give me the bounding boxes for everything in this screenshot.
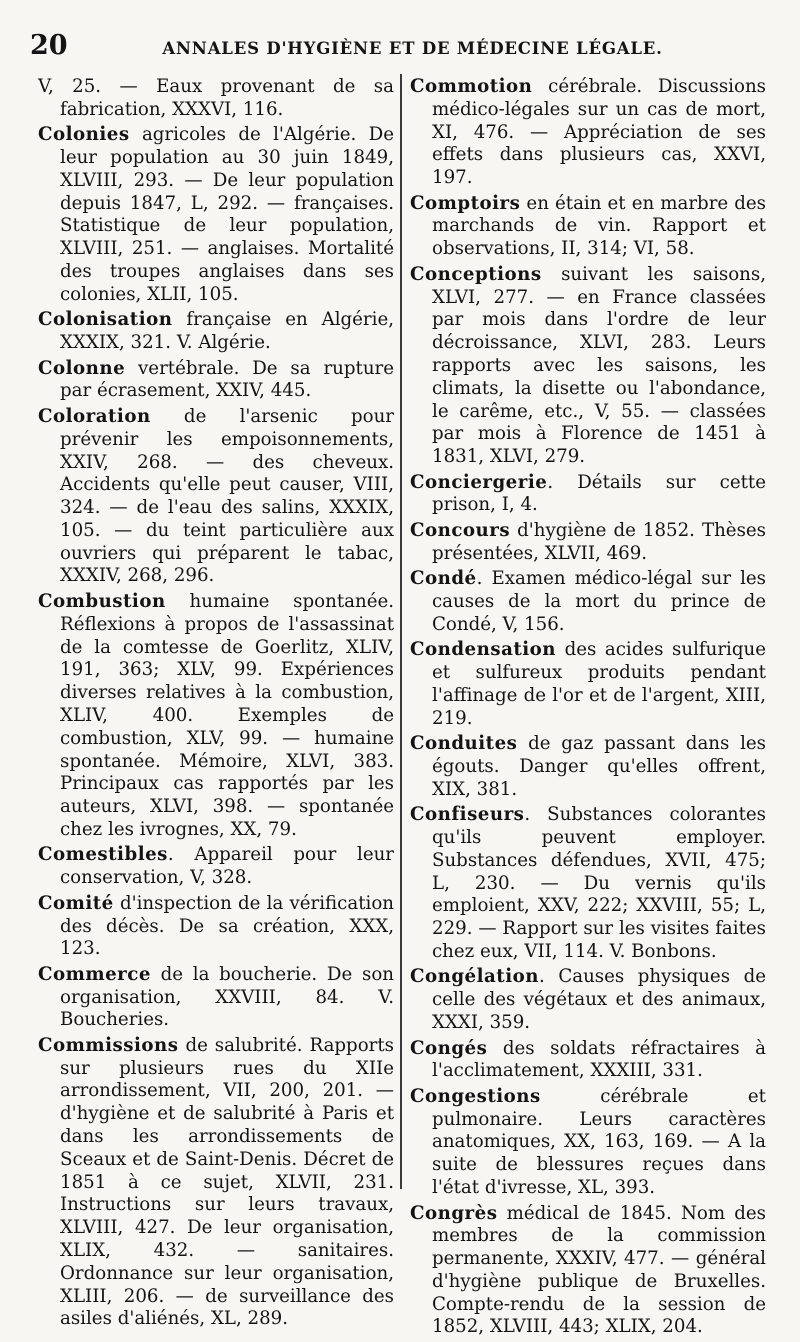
entry-text: . Appareil pour leur conservation, V, 328. — [60, 844, 394, 889]
entry-headword: Coloration — [38, 405, 151, 427]
entry-text: de l'arsenic pour prévenir les empoisonnements, XXIV, 268. — des cheveux. Accidents qu'elle peut causer, VIII, 324. — de l'eau des salins, XXXIX, 105. — du teint particulière aux ouvriers qui préparent le tabac, XXXIV, 268, 296. — [60, 405, 394, 587]
entry-headword: Colonisation — [38, 309, 173, 331]
index-entry — [38, 76, 394, 122]
entry-headword: Condensation — [410, 639, 557, 661]
entry-headword: Congélation — [410, 966, 539, 988]
entry-text: des acides sulfurique et sulfureux produits pendant l'affinage de l'or et de l'argent, XIII, 219. — [432, 639, 766, 729]
entry-headword: Comestibles — [38, 844, 168, 866]
entry-headword: Comité — [38, 892, 114, 914]
index-entry — [410, 76, 766, 190]
index-entry — [410, 733, 766, 801]
entry-headword: Condé — [410, 568, 477, 590]
entry-text: . Causes physiques de celle des végétaux et des animaux, XXXI, 359. — [432, 966, 766, 1034]
page-number: 20 — [30, 30, 68, 61]
entry-text: de salubrité. Rapports sur plusieurs rues du XIIe arrondissement, VII, 200, 201. — d'hygiène et de salubrité à Paris et dans les arrondissements de Sceaux et de Saint-Denis. Décret de 1851 à ce sujet, XLVII, 231. Instructions sur leurs travaux, XLVIII, 427. De leur organisation, XLIX, 432. — sanitaires. Ordonnance sur leur organisation, XLIII, 206. — de surveillance des asiles d'aliénés, XL, 289. — [60, 1034, 394, 1330]
entry-text: . Substances colorantes qu'ils peuvent employer. Substances défendues, XVII, 475; L, 230. — Du vernis qu'ils emploient, XXV, 222; XXVIII, 55; L, 229. — Rapport sur les visites faites chez eux, VII, 114. V. Bonbons. — [432, 804, 766, 962]
entry-text: d'inspection de la vérification des décès. De sa création, XXX, 123. — [60, 892, 394, 960]
index-entry — [38, 406, 394, 588]
index-entry — [410, 1038, 766, 1084]
entry-headword: Colonies — [38, 124, 130, 146]
entry-text: cérébrale et pulmonaire. Leurs caractères anatomiques, XX, 163, 169. — A la suite de blessures reçues dans l'état d'ivresse, XL, 393. — [432, 1085, 766, 1199]
entry-headword: Concours — [410, 519, 511, 541]
entry-headword: Conciergerie — [410, 471, 548, 493]
right-column — [410, 76, 766, 1342]
entry-headword: Conceptions — [410, 263, 542, 285]
running-title: ANNALES D'HYGIÈNE ET DE MÉDECINE LÉGALE. — [162, 39, 663, 58]
entry-text: de la boucherie. De son organisation, XXVIII, 84. V. Boucheries. — [60, 963, 394, 1031]
entry-text: suivant les saisons, XLVI, 277. — en France classées par mois dans l'ordre de leur décroissance, XLVI, 283. Leurs rapports avec les saisons, les climats, la disette ou l'abondance, le carême, etc., V, 55. — classées par mois à Florence de 1451 à 1831, XLVI, 279. — [432, 263, 766, 468]
entry-headword: Congés — [410, 1037, 488, 1059]
entry-headword: Commotion — [410, 76, 533, 97]
entry-text: . Examen médico-légal sur les causes de la mort du prince de Condé, V, 156. — [432, 568, 766, 635]
index-entry — [410, 804, 766, 964]
entry-text: humaine spontanée. Réflexions à propos de l'assassinat de la comtesse de Goerlitz, XLIV, 191, 363; XLV, 99. Expériences diverses relatives à la combustion, XLIV, 400. Exemples de combustion, XLV, 99. — humaine spontanée. Mémoire, XLVI, 383. Principaux cas rapportés par les auteurs, XLVI, 398. — spontanée chez les ivrognes, XX, 79. — [60, 590, 394, 840]
entry-headword: Colonne — [38, 357, 126, 379]
entry-text: médical de 1845. Nom des membres de la commission permanente, XXXIV, 477. — général d'hygiène publique de Bruxelles. Compte-rendu de la session de 1852, XLVIII, 443; XLIX, 204. — [432, 1202, 766, 1338]
index-entry — [410, 520, 766, 566]
index-entry — [410, 966, 766, 1034]
index-entry — [410, 1086, 766, 1200]
index-entry — [38, 309, 394, 355]
entry-text: de gaz passant dans les égouts. Danger qu'elles offrent, XIX, 381. — [432, 733, 766, 800]
entry-text: V, 25. — Eaux provenant de sa fabrication, XXXVI, 116. — [38, 76, 394, 120]
index-entry — [410, 639, 766, 730]
index-entry — [38, 964, 394, 1032]
entry-text: française en Algérie, XXXIX, 321. V. Algérie. — [60, 309, 394, 354]
entry-text: . Détails sur cette prison, I, 4. — [432, 471, 766, 516]
entry-text: des soldats réfractaires à l'acclimatement, XXXIII, 331. — [432, 1037, 766, 1082]
entry-text: en étain et en marbre des marchands de vin. Rapport et observations, II, 314; VI, 58. — [432, 192, 766, 260]
entry-headword: Congestions — [410, 1085, 541, 1107]
entry-headword: Commerce — [38, 963, 151, 985]
index-entry — [38, 1035, 394, 1331]
entry-headword: Conduites — [410, 733, 518, 755]
index-entry — [410, 568, 766, 636]
entry-text: cérébrale. Discussions médico-légales sur un cas de mort, XI, 476. — Appréciation de ses effets dans plusieurs cas, XXVI, 197. — [432, 76, 766, 189]
entry-text: agricoles de l'Algérie. De leur population au 30 juin 1849, XLVIII, 293. — De leur population depuis 1847, L, 292. — françaises. Statistique de leur population, XLVIII, 251. — anglaises. Mortalité des troupes anglaises dans ses colonies, XLII, 105. — [60, 124, 394, 305]
entry-headword: Comptoirs — [410, 192, 521, 214]
entry-text: vertébrale. De sa rupture par écrasement, XXIV, 445. — [60, 357, 394, 402]
index-entry — [410, 472, 766, 518]
entry-headword: Commissions — [38, 1034, 179, 1056]
column-divider — [400, 74, 402, 1189]
index-entry — [410, 193, 766, 261]
entry-headword: Congrès — [410, 1202, 498, 1224]
index-entry — [38, 358, 394, 404]
index-entry — [410, 1203, 766, 1340]
index-entry — [410, 264, 766, 469]
page-header — [30, 30, 775, 74]
index-entry — [38, 893, 394, 961]
left-column — [38, 76, 394, 1334]
index-entry — [38, 591, 394, 842]
index-entry — [38, 844, 394, 890]
entry-headword: Combustion — [38, 590, 166, 612]
entry-headword: Confiseurs — [410, 804, 525, 826]
entry-text: d'hygiène de 1852. Thèses présentées, XLVII, 469. — [432, 519, 766, 564]
index-entry — [38, 124, 394, 306]
